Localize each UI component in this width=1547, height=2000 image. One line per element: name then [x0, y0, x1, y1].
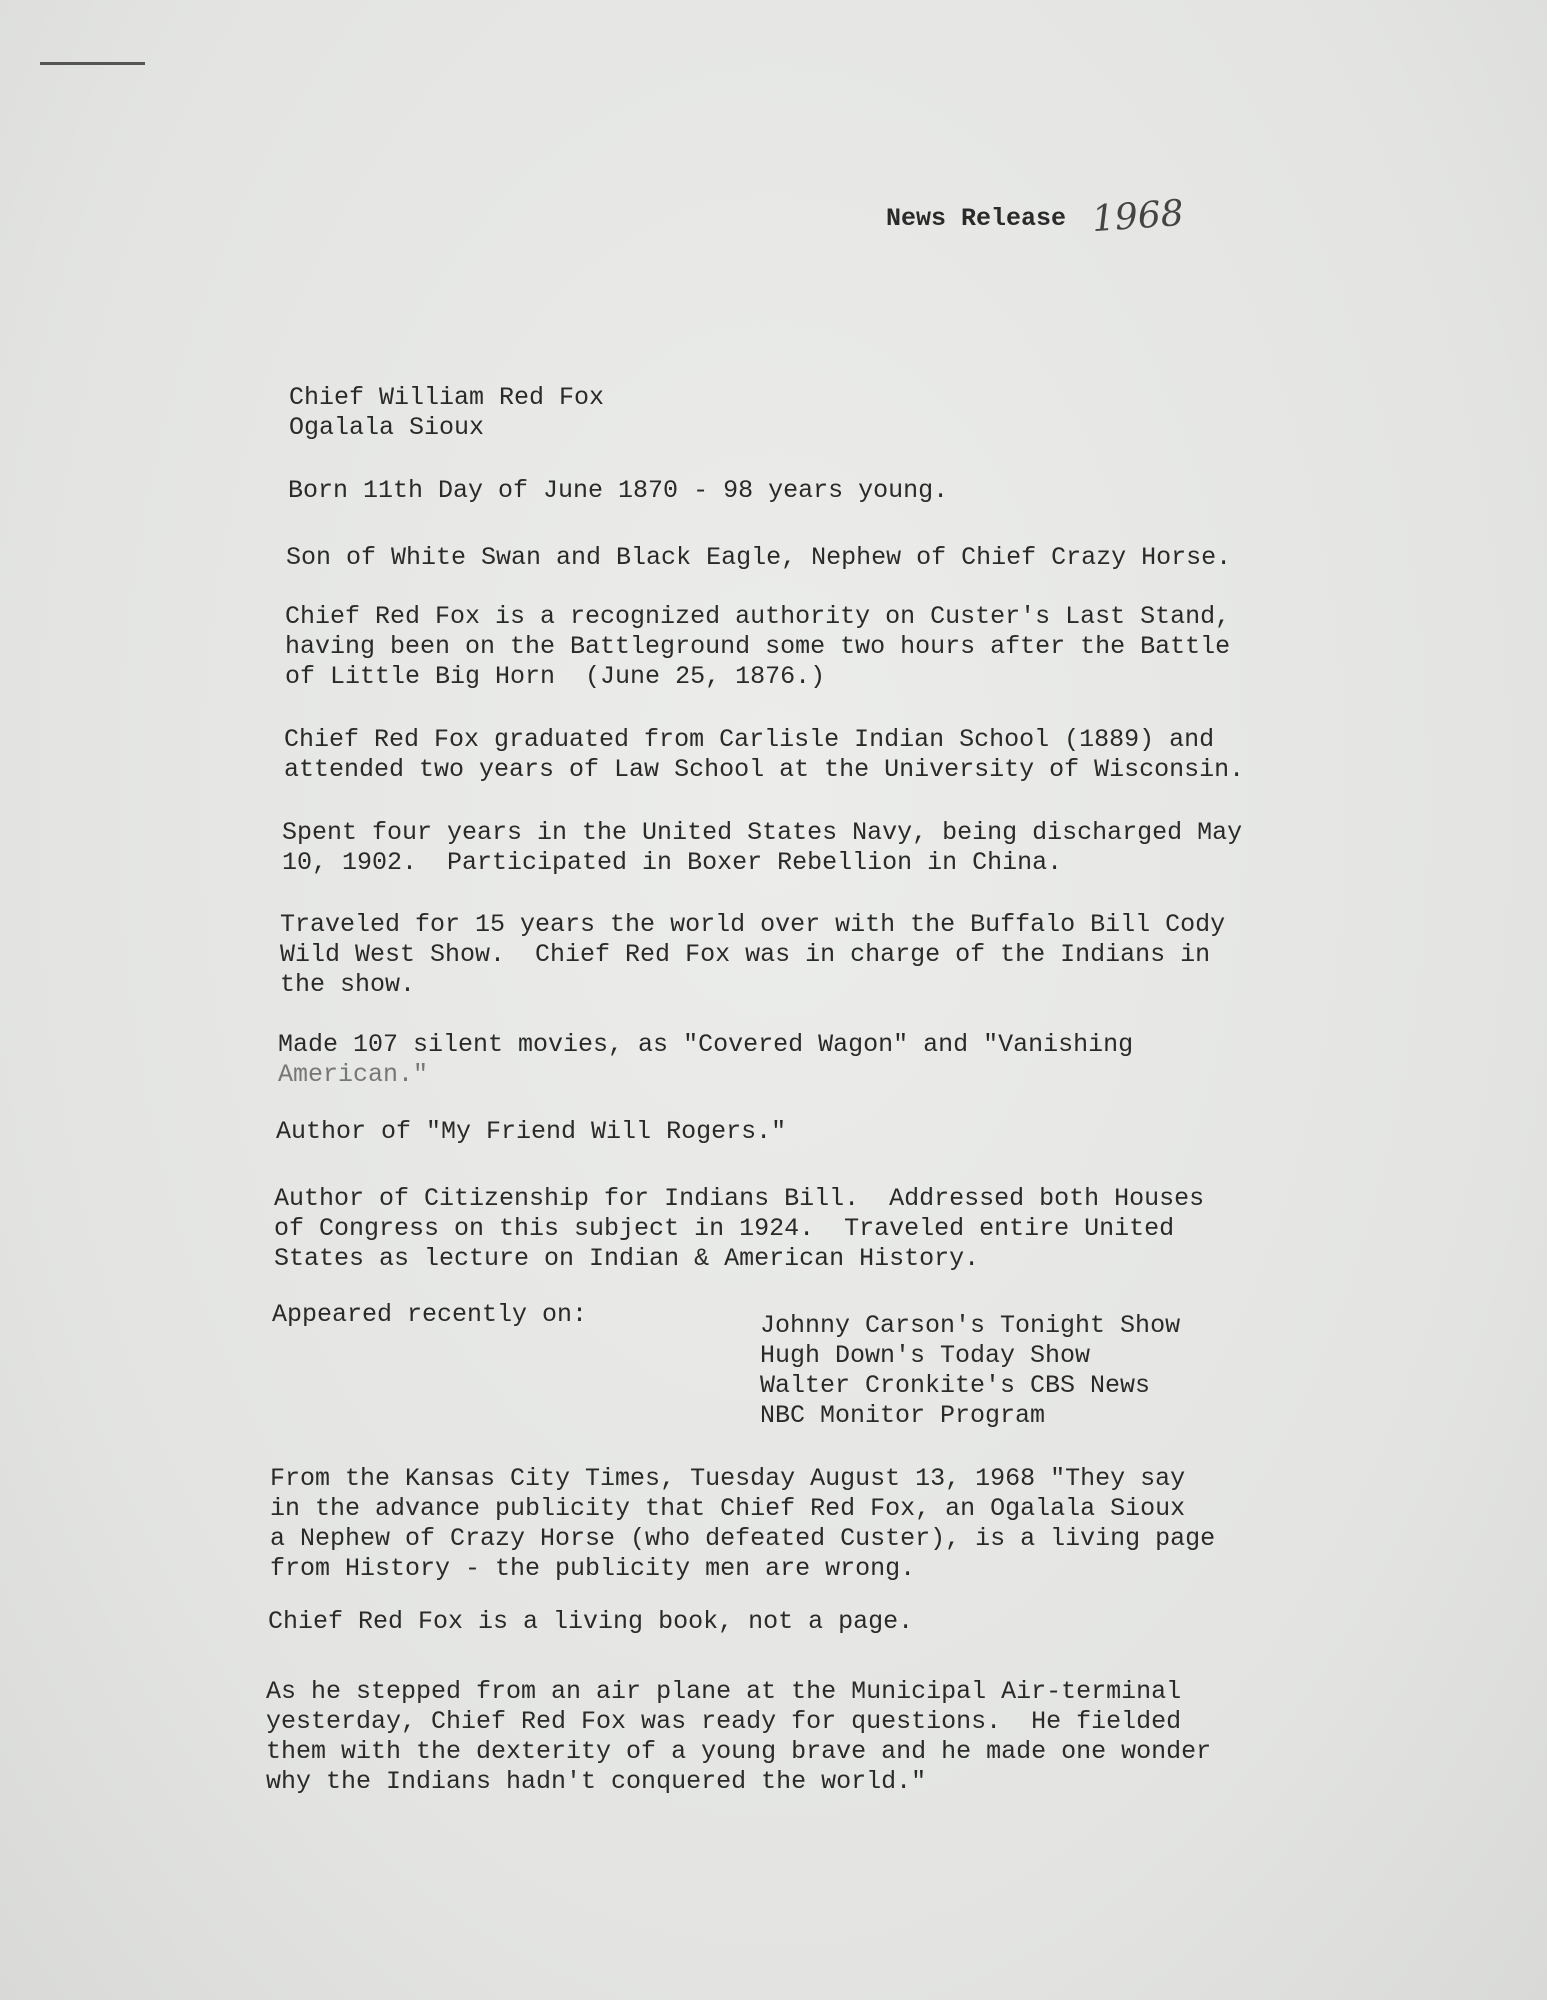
text-line: Wild West Show. Chief Red Fox was in charge of the Indians in: [280, 940, 1211, 969]
author-rogers-paragraph: Author of "My Friend Will Rogers.": [276, 1117, 787, 1146]
navy-paragraph: [282, 818, 1242, 878]
text-line: Spent four years in the United States Navy, being discharged May: [282, 818, 1243, 847]
list-item: Walter Cronkite's CBS News: [760, 1371, 1151, 1400]
authority-paragraph: [285, 602, 1230, 692]
text-line: States as lecture on Indian & American History.: [274, 1244, 980, 1273]
kansas-city-times-quote: [270, 1464, 1215, 1584]
airplane-paragraph: [266, 1677, 1211, 1797]
list-item: Hugh Down's Today Show: [760, 1341, 1091, 1370]
name-block: [289, 383, 604, 443]
education-paragraph: [284, 725, 1244, 785]
name-line: Chief William Red Fox: [289, 383, 605, 412]
living-book-paragraph: Chief Red Fox is a living book, not a page.: [268, 1607, 914, 1636]
text-line: of Congress on this subject in 1924. Traveled entire United: [274, 1214, 1175, 1243]
traveled-paragraph: [280, 910, 1225, 1000]
author-citizenship-paragraph: [274, 1184, 1204, 1274]
appeared-list: [760, 1311, 1180, 1431]
text-line: From the Kansas City Times, Tuesday August 13, 1968 "They say: [270, 1464, 1186, 1493]
movies-paragraph: [278, 1030, 1133, 1090]
news-release-title: News Release: [886, 204, 1067, 233]
text-line: a Nephew of Crazy Horse (who defeated Custer), is a living page: [270, 1524, 1216, 1553]
handwritten-year: 1968: [1090, 192, 1185, 241]
son-paragraph: Son of White Swan and Black Eagle, Nephew of Chief Crazy Horse.: [286, 543, 1232, 572]
text-line: having been on the Battleground some two hours after the Battle: [285, 632, 1231, 661]
text-line: As he stepped from an air plane at the Municipal Air-terminal: [266, 1677, 1182, 1706]
list-item: NBC Monitor Program: [760, 1401, 1046, 1430]
list-item: Johnny Carson's Tonight Show: [760, 1311, 1181, 1340]
text-line: the show.: [280, 970, 416, 999]
text-line: 10, 1902. Participated in Boxer Rebellion in China.: [282, 848, 1063, 877]
text-line: Made 107 silent movies, as "Covered Wagon" and "Vanishing: [278, 1030, 1134, 1059]
text-line: from History - the publicity men are wrong.: [270, 1554, 916, 1583]
text-line: them with the dexterity of a young brave and he made one wonder: [266, 1737, 1212, 1766]
text-line: yesterday, Chief Red Fox was ready for questions. He fielded: [266, 1707, 1182, 1736]
born-paragraph: Born 11th Day of June 1870 - 98 years young.: [288, 476, 949, 505]
text-line: American.": [278, 1060, 429, 1089]
text-line: in the advance publicity that Chief Red Fox, an Ogalala Sioux: [270, 1494, 1186, 1523]
text-line: why the Indians hadn't conquered the world.": [266, 1767, 927, 1796]
text-line: Author of Citizenship for Indians Bill. Addressed both Houses: [274, 1184, 1205, 1213]
staple-mark: [40, 62, 145, 65]
text-line: Traveled for 15 years the world over with the Buffalo Bill Cody: [280, 910, 1226, 939]
text-line: of Little Big Horn (June 25, 1876.): [285, 662, 826, 691]
appeared-label: Appeared recently on:: [272, 1300, 588, 1329]
text-line: attended two years of Law School at the University of Wisconsin.: [284, 755, 1245, 784]
text-line: Chief Red Fox graduated from Carlisle Indian School (1889) and: [284, 725, 1215, 754]
tribe-line: Ogalala Sioux: [289, 413, 485, 442]
text-line: Chief Red Fox is a recognized authority on Custer's Last Stand,: [285, 602, 1231, 631]
